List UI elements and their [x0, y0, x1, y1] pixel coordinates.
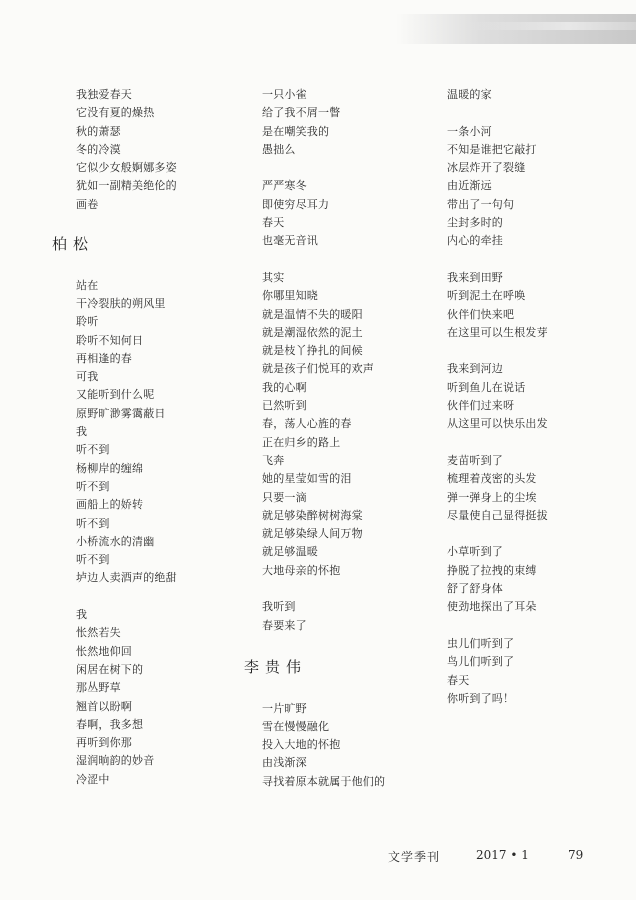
poem-line: 画卷: [76, 197, 99, 211]
poem-line: 舒了舒身体: [447, 582, 503, 596]
poem-line: 由近渐远: [447, 179, 492, 193]
poem-column-1: [52, 86, 246, 789]
poet-heading: 柏松: [52, 235, 95, 254]
stanza-gap: [262, 159, 438, 177]
poem-line: 怅然地仰回: [76, 644, 132, 658]
poem-line: 伙伴们过来呀: [447, 399, 515, 413]
poem-line: 小桥流水的清幽: [76, 534, 155, 548]
poem-line: 雪在慢慢融化: [262, 719, 330, 733]
poem-line: 听到泥土在呼唤: [447, 289, 526, 303]
poem-line: 我: [76, 425, 88, 439]
poem-line: 就是潮湿依然的泥土: [262, 325, 363, 339]
stanza-gap: [447, 104, 627, 122]
poem-line: 你听到了吗！: [447, 691, 515, 705]
poem-line: 在这里可以生根发芽: [447, 325, 548, 339]
poem-line: 就是温情不失的暖阳: [262, 307, 363, 321]
poem-line: 即使穷尽耳力: [262, 197, 330, 211]
poem-line: 就足够染醉树树海棠: [262, 508, 363, 522]
poem-line: 是在嘲笑我的: [262, 124, 330, 138]
poem-line: 投入大地的怀抱: [262, 738, 341, 752]
poet-heading: 李贵伟: [244, 658, 308, 677]
poem-line: 只要一滴: [262, 490, 307, 504]
poem-line: 冬的冷漠: [76, 142, 121, 156]
poem-line: 站在: [76, 278, 99, 292]
poem-line: 春，荡人心旌的春: [262, 417, 352, 431]
poem-line: 已然听到: [262, 399, 307, 413]
poem-line: 聆听: [76, 315, 99, 329]
poem-line: 听到鱼儿在说话: [447, 380, 526, 394]
stanza-gap: [447, 251, 627, 269]
poem-line: 听不到: [76, 516, 110, 530]
poem-line: 它似少女般婀娜多姿: [76, 161, 177, 175]
poem-line: 不知是谁把它敲打: [447, 142, 537, 156]
poem-line: 麦苗听到了: [447, 453, 503, 467]
magazine-name: 文学季刊: [388, 850, 441, 864]
stanza-gap: [262, 580, 438, 598]
poem-line: 又能听到什么呢: [76, 388, 155, 402]
poem-line: 犹如一副精美绝伦的: [76, 179, 177, 193]
page-number: 79: [568, 848, 584, 862]
poem-line: 我听到: [262, 600, 296, 614]
poem-line: 尘封多时的: [447, 216, 503, 230]
poem-line: 我的心啊: [262, 380, 307, 394]
poem-line: 那丛野草: [76, 681, 121, 695]
poem-line: 听不到: [76, 443, 110, 457]
poem-line: 伙伴们快来吧: [447, 307, 515, 321]
poem-line: 愚拙么: [262, 142, 296, 156]
poem-line: 一只小雀: [262, 88, 307, 101]
poem-line: 其实: [262, 270, 285, 284]
poem-line: 就足够温暖: [262, 545, 318, 559]
poem-line: 她的星莹如雪的泪: [262, 472, 352, 486]
poem-line: 从这里可以快乐出发: [447, 417, 548, 431]
stanza-gap: [262, 681, 438, 699]
poem-line: 鸟儿们听到了: [447, 655, 515, 669]
scan-corner-shadow-inner: [466, 22, 636, 30]
poem-column-2: [244, 86, 438, 791]
poem-line: 你哪里知晓: [262, 289, 318, 303]
poem-column-3: [447, 86, 627, 708]
poem-line: 小草听到了: [447, 545, 503, 559]
poem-line: 闲居在树下的: [76, 662, 144, 676]
poem-line: 尽量使自己显得挺拔: [447, 508, 548, 522]
poem-line: 春天: [262, 216, 285, 230]
poem-line: 就是孩子们悦耳的欢声: [262, 362, 374, 376]
poem-line: 就足够染绿人间万物: [262, 527, 363, 541]
poem-line: 梳理着茂密的头发: [447, 472, 537, 486]
poem-line: 严严寒冬: [262, 179, 307, 193]
poem-line: 再听到你那: [76, 736, 132, 750]
poem-line: 湿润晌韵的妙音: [76, 754, 155, 768]
poem-line: 带出了一句句: [447, 197, 515, 211]
poem-line: 由浅渐深: [262, 756, 307, 770]
stanza-gap: [447, 525, 627, 543]
poem-line: 听不到: [76, 479, 110, 493]
poem-line: 画船上的娇转: [76, 498, 144, 512]
poem-line: 可我: [76, 370, 99, 384]
poem-line: 飞奔: [262, 453, 285, 467]
poem-line: 春天: [447, 673, 470, 687]
poem-line: 听不到: [76, 553, 110, 567]
poem-line: 正在归乡的路上: [262, 435, 341, 449]
poem-line: 聆听不知何日: [76, 333, 144, 347]
poem-line: 它没有夏的燥热: [76, 106, 155, 120]
poem-line: 寻找着原本就属于他们的: [262, 774, 386, 788]
stanza-gap: [447, 617, 627, 635]
poem-line: 大地母亲的怀抱: [262, 563, 341, 577]
poem-line: 一片旷野: [262, 701, 307, 715]
poem-line: 虫儿们听到了: [447, 636, 515, 650]
poem-line: 挣脱了拉拽的束缚: [447, 563, 537, 577]
poem-line: 杨柳岸的缠绵: [76, 461, 144, 475]
poem-line: 秋的萧瑟: [76, 124, 121, 138]
poem-line: 也毫无音讯: [262, 234, 318, 248]
stanza-gap: [76, 258, 246, 276]
issue-number: 2017 • 1: [476, 848, 529, 862]
stanza-gap: [262, 251, 438, 269]
poem-line: 我来到田野: [447, 270, 503, 284]
poem-line: 原野旷渺雾霭蔽日: [76, 406, 166, 420]
poem-line: 温暖的家: [447, 88, 492, 101]
poem-line: 冰层炸开了裂缝: [447, 161, 526, 175]
stanza-gap: [76, 588, 246, 606]
poem-line: 再相逢的春: [76, 351, 132, 365]
stanza-gap: [76, 214, 246, 232]
poem-line: 给了我不屑一瞥: [262, 106, 341, 120]
stanza-gap: [262, 635, 438, 653]
poem-line: 春要来了: [262, 618, 307, 632]
poem-line: 我独爱春天: [76, 88, 132, 101]
poem-line: 就是枝丫挣扎的间候: [262, 344, 363, 358]
poem-line: 一条小河: [447, 124, 492, 138]
poem-line: 弹一弹身上的尘埃: [447, 490, 537, 504]
poem-line: 春啊，我多想: [76, 717, 144, 731]
poem-line: 内心的牵挂: [447, 234, 503, 248]
poem-line: 冷涩中: [76, 772, 110, 786]
stanza-gap: [447, 434, 627, 452]
poem-line: 干冷裂肤的朔风里: [76, 296, 166, 310]
poem-line: 使劲地探出了耳朵: [447, 600, 537, 614]
poem-line: 翘首以盼啊: [76, 699, 132, 713]
poem-line: 怅然若失: [76, 626, 121, 640]
poem-line: 我来到河边: [447, 362, 503, 376]
stanza-gap: [447, 342, 627, 360]
page-footer: [388, 848, 618, 868]
poem-line: 我: [76, 608, 88, 622]
poem-line: 垆边人卖酒声的绝甜: [76, 571, 177, 585]
